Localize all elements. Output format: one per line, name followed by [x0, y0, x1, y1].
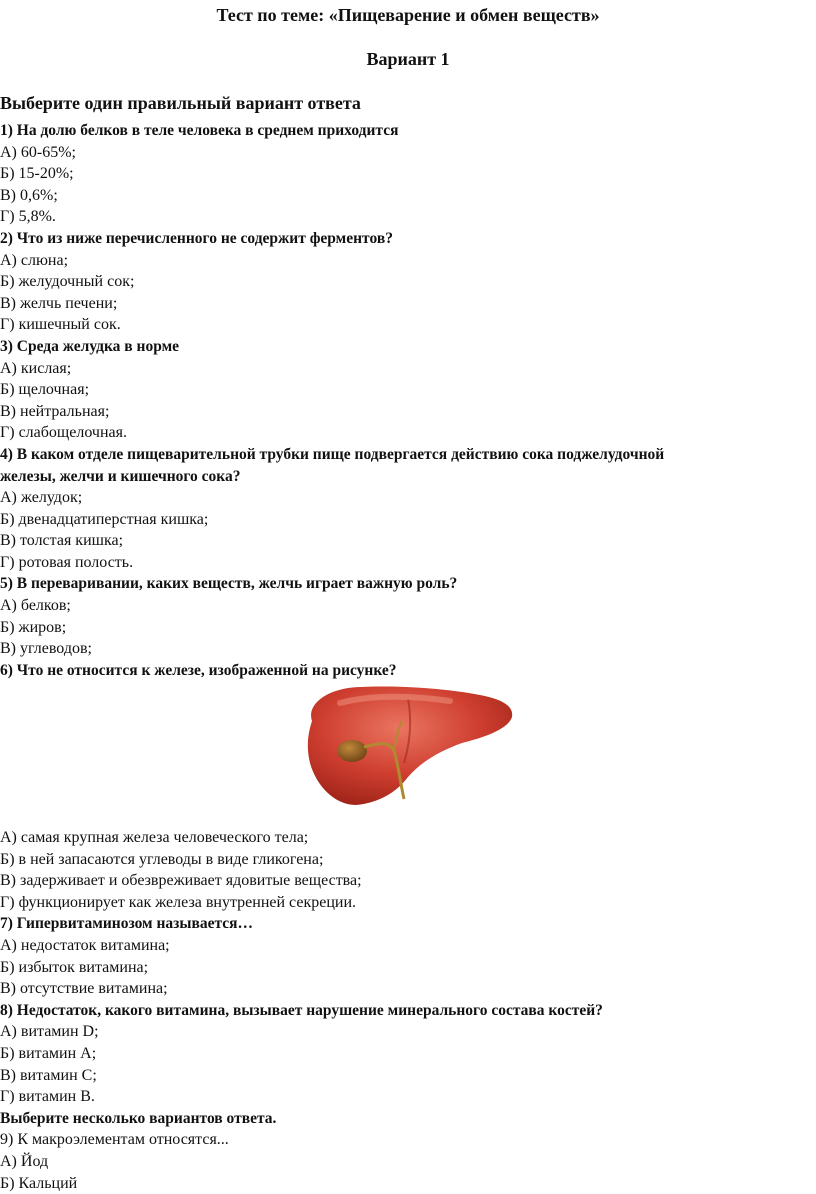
question-1-option-c: В) 0,6%;	[0, 185, 816, 207]
question-6-option-b: Б) в ней запасаются углеводы в виде гликогена;	[0, 849, 816, 871]
questions-block-bottom	[0, 827, 816, 1194]
question-4-option-d: Г) ротовая полость.	[0, 552, 816, 574]
question-4-line-1: 4) В каком отделе пищеварительной трубки пище подвергается действию сока поджелудочной	[0, 444, 816, 466]
question-4-option-c: В) толстая кишка;	[0, 530, 816, 552]
liver-illustration	[0, 681, 816, 811]
question-8-option-b: Б) витамин А;	[0, 1043, 816, 1065]
question-8-option-a: А) витамин D;	[0, 1021, 816, 1043]
questions-block-top	[0, 120, 816, 811]
question-2: 2) Что из ниже перечисленного не содержит ферментов?	[0, 228, 816, 250]
question-3-option-a: А) кислая;	[0, 358, 816, 380]
question-5: 5) В переваривании, каких веществ, желчь играет важную роль?	[0, 573, 816, 595]
question-7-option-c: В) отсутствие витамина;	[0, 978, 816, 1000]
variant-label: Вариант 1	[0, 48, 816, 70]
question-7: 7) Гипервитаминозом называется…	[0, 913, 816, 935]
question-1: 1) На долю белков в теле человека в среднем приходится	[0, 120, 816, 142]
question-5-option-a: А) белков;	[0, 595, 816, 617]
question-4-option-b: Б) двенадцатиперстная кишка;	[0, 509, 816, 531]
question-3-option-d: Г) слабощелочная.	[0, 422, 816, 444]
question-1-option-a: А) 60-65%;	[0, 142, 816, 164]
question-2-option-c: В) желчь печени;	[0, 293, 816, 315]
question-8-option-c: В) витамин С;	[0, 1065, 816, 1087]
question-7-option-b: Б) избыток витамина;	[0, 957, 816, 979]
question-6-option-d: Г) функционирует как железа внутренней секреции.	[0, 892, 816, 914]
question-9: 9) К макроэлементам относятся...	[0, 1129, 816, 1151]
question-7-option-a: А) недостаток витамина;	[0, 935, 816, 957]
question-2-option-a: А) слюна;	[0, 250, 816, 272]
question-3-option-c: В) нейтральная;	[0, 401, 816, 423]
question-6-option-c: В) задерживает и обезвреживает ядовитые вещества;	[0, 870, 816, 892]
section-heading-multiple-choice: Выберите несколько вариантов ответа.	[0, 1108, 816, 1130]
gallbladder	[337, 740, 367, 762]
question-2-option-d: Г) кишечный сок.	[0, 314, 816, 336]
document-title: Тест по теме: «Пищеварение и обмен веществ»	[0, 4, 816, 26]
question-5-option-c: В) углеводов;	[0, 638, 816, 660]
question-6-option-a: А) самая крупная железа человеческого тела;	[0, 827, 816, 849]
liver-image	[300, 681, 520, 811]
question-3-option-b: Б) щелочная;	[0, 379, 816, 401]
question-1-option-d: Г) 5,8%.	[0, 206, 816, 228]
question-6: 6) Что не относится к железе, изображенной на рисунке?	[0, 660, 816, 682]
question-4-option-a: А) желудок;	[0, 487, 816, 509]
question-8-option-d: Г) витамин В.	[0, 1086, 816, 1108]
question-5-option-b: Б) жиров;	[0, 617, 816, 639]
question-1-option-b: Б) 15-20%;	[0, 163, 816, 185]
question-8: 8) Недостаток, какого витамина, вызывает нарушение минерального состава костей?	[0, 1000, 816, 1022]
section-heading-single-choice: Выберите один правильный вариант ответа	[0, 92, 361, 114]
question-9-option-b: Б) Кальций	[0, 1173, 816, 1194]
question-9-option-a: А) Йод	[0, 1151, 816, 1173]
question-3: 3) Среда желудка в норме	[0, 336, 816, 358]
question-4-line-2: железы, желчи и кишечного сока?	[0, 466, 816, 488]
question-2-option-b: Б) желудочный сок;	[0, 271, 816, 293]
